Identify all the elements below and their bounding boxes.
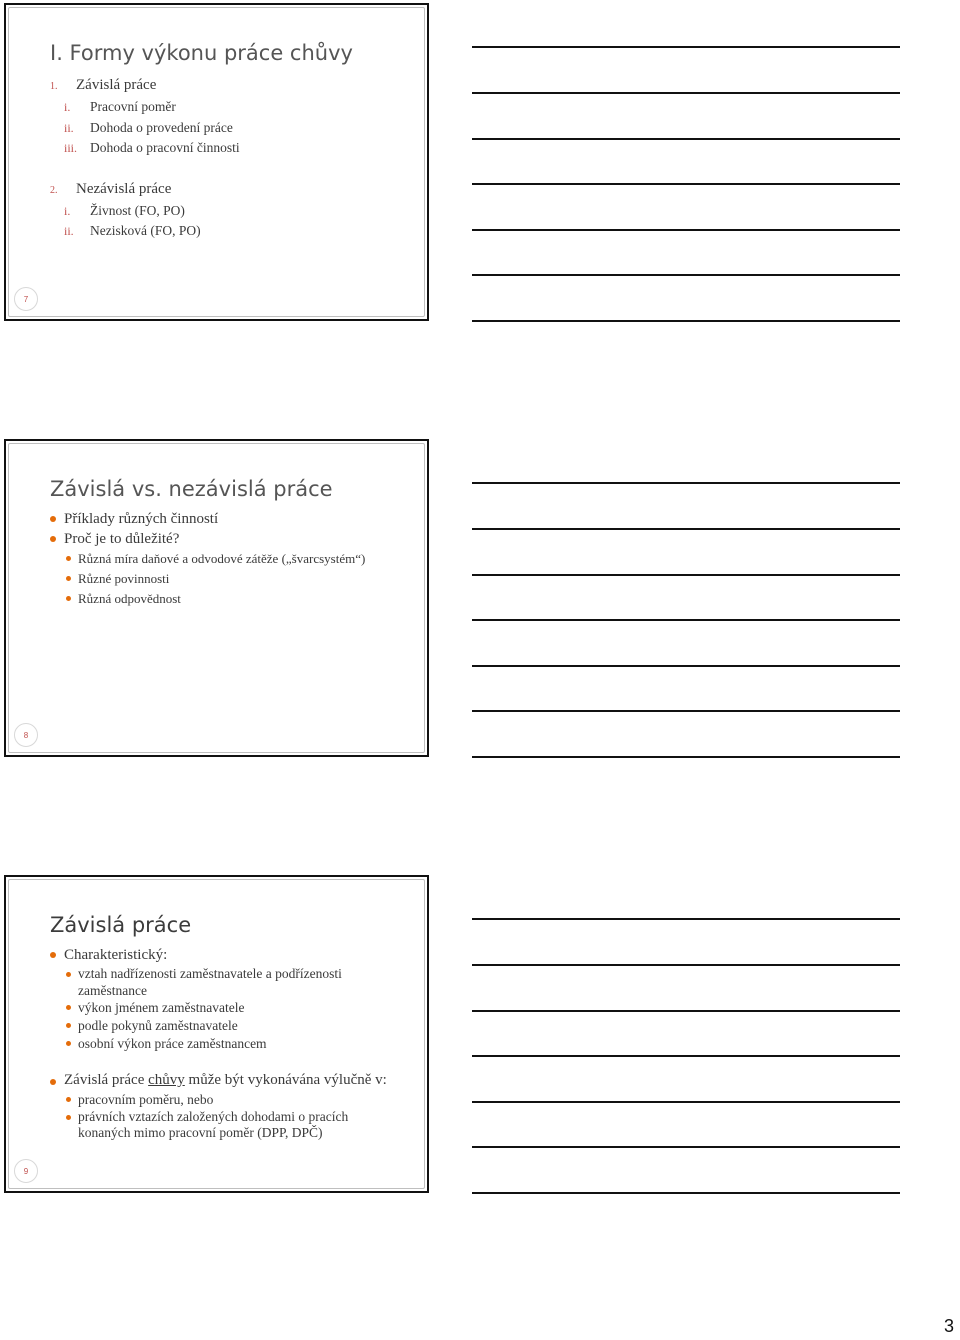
list-item-label: Nezávislá práce <box>76 180 172 197</box>
sub-bullet-label: vztah nadřízenosti zaměstnavatele a podřízenosti zaměstnance <box>78 966 342 998</box>
bullet-item <box>50 529 397 549</box>
list-item-label: Pracovní poměr <box>90 99 176 114</box>
sub-bullet-label: Různá odpovědnost <box>78 591 181 606</box>
sub-bullet-label: Různé povinnosti <box>78 571 170 586</box>
bullet-icon <box>50 1079 56 1085</box>
list-number: 2. <box>50 184 58 196</box>
sub-bullet-item <box>50 1035 387 1053</box>
bullet-label: Příklady různých činností <box>64 511 219 527</box>
sub-bullet-item <box>50 1109 387 1141</box>
sub-bullet-item <box>50 569 397 589</box>
note-line <box>472 229 900 231</box>
list-number: ii. <box>64 120 74 135</box>
slide-9 <box>4 875 429 1193</box>
sub-bullet-item <box>50 549 397 569</box>
bullet-icon <box>66 1023 71 1028</box>
note-line <box>472 574 900 576</box>
bullet-icon <box>50 536 56 542</box>
sub-bullet-item <box>50 1017 387 1035</box>
bullet-icon <box>66 596 71 601</box>
slide-number-badge: 8 <box>14 723 38 747</box>
bullet-icon <box>66 1097 71 1102</box>
slide-7 <box>4 3 429 321</box>
bullet-label-underlined: chůvy <box>148 1072 185 1088</box>
list-item <box>50 201 397 222</box>
list-number: i. <box>64 203 71 218</box>
list-item-label: Nezisková (FO, PO) <box>90 223 201 238</box>
list-number: i. <box>64 100 71 114</box>
bullet-icon <box>50 952 56 958</box>
bullet-icon <box>66 556 71 561</box>
note-line <box>472 92 900 94</box>
note-line <box>472 964 900 966</box>
sub-bullet-label: právních vztazích založených dohodami o pracích konaných mimo pracovní poměr (DPP, DPČ) <box>78 1109 349 1140</box>
list-item <box>50 179 397 201</box>
slide-number-badge: 7 <box>14 287 38 311</box>
note-line <box>472 482 900 484</box>
list-item-label: Závislá práce <box>76 77 157 93</box>
bullet-item <box>50 1072 387 1089</box>
sub-bullet-label: pracovním poměru, nebo <box>78 1092 214 1107</box>
note-line <box>472 138 900 140</box>
note-line <box>472 918 900 920</box>
note-line <box>472 183 900 185</box>
bullet-item <box>50 509 397 529</box>
slide-title: Závislá práce <box>50 913 192 937</box>
sub-bullet-item <box>50 999 387 1017</box>
note-line <box>472 1192 900 1194</box>
note-line <box>472 1010 900 1012</box>
bullet-label: Charakteristický: <box>64 947 168 963</box>
list-number: 1. <box>50 81 58 92</box>
sub-bullet-item <box>50 966 387 999</box>
note-line <box>472 710 900 712</box>
bullet-label: Proč je to důležité? <box>64 531 180 547</box>
list-item-label: Živnost (FO, PO) <box>90 202 185 218</box>
slide-number-badge: 9 <box>14 1159 38 1183</box>
note-line <box>472 320 900 322</box>
note-line <box>472 665 900 667</box>
slide-8 <box>4 439 429 757</box>
bullet-list <box>50 509 397 609</box>
list-item <box>50 118 397 139</box>
note-line <box>472 1146 900 1148</box>
sub-bullet-item <box>50 589 397 609</box>
note-line <box>472 1055 900 1057</box>
note-line <box>472 619 900 621</box>
sub-bullet-label: Různá míra daňové a odvodové zátěže („švarcsystém“) <box>78 551 366 566</box>
bullet-list <box>50 945 387 1141</box>
note-line <box>472 274 900 276</box>
slide-title: I. Formy výkonu práce chůvy <box>50 41 353 65</box>
list-item-label: Dohoda o pracovní činnosti <box>90 140 240 155</box>
bullet-icon <box>66 1115 71 1120</box>
note-line <box>472 46 900 48</box>
bullet-icon <box>66 1005 71 1010</box>
list-number: iii. <box>64 141 78 155</box>
outline-list <box>50 75 397 242</box>
list-item-label: Dohoda o provedení práce <box>90 119 233 135</box>
slide-title: Závislá vs. nezávislá práce <box>50 477 333 501</box>
list-item <box>50 138 397 159</box>
sub-bullet-item <box>50 1091 387 1109</box>
bullet-label-prefix: Závislá práce <box>64 1072 149 1088</box>
bullet-icon <box>66 576 71 581</box>
sub-bullet-label: výkon jménem zaměstnavatele <box>78 1000 245 1015</box>
list-item <box>50 75 397 97</box>
list-item <box>50 97 397 118</box>
page-number: 3 <box>943 1316 954 1336</box>
note-line <box>472 528 900 530</box>
bullet-label-suffix: může být vykonávána výlučně v: <box>184 1072 387 1088</box>
note-line <box>472 756 900 758</box>
bullet-item <box>50 945 387 965</box>
sub-bullet-label: podle pokynů zaměstnavatele <box>78 1018 238 1033</box>
bullet-icon <box>50 516 56 522</box>
list-number: ii. <box>64 224 74 238</box>
note-line <box>472 1101 900 1103</box>
list-item <box>50 221 397 242</box>
bullet-icon <box>66 1041 71 1046</box>
sub-bullet-label: osobní výkon práce zaměstnancem <box>78 1036 267 1051</box>
bullet-icon <box>66 972 71 977</box>
